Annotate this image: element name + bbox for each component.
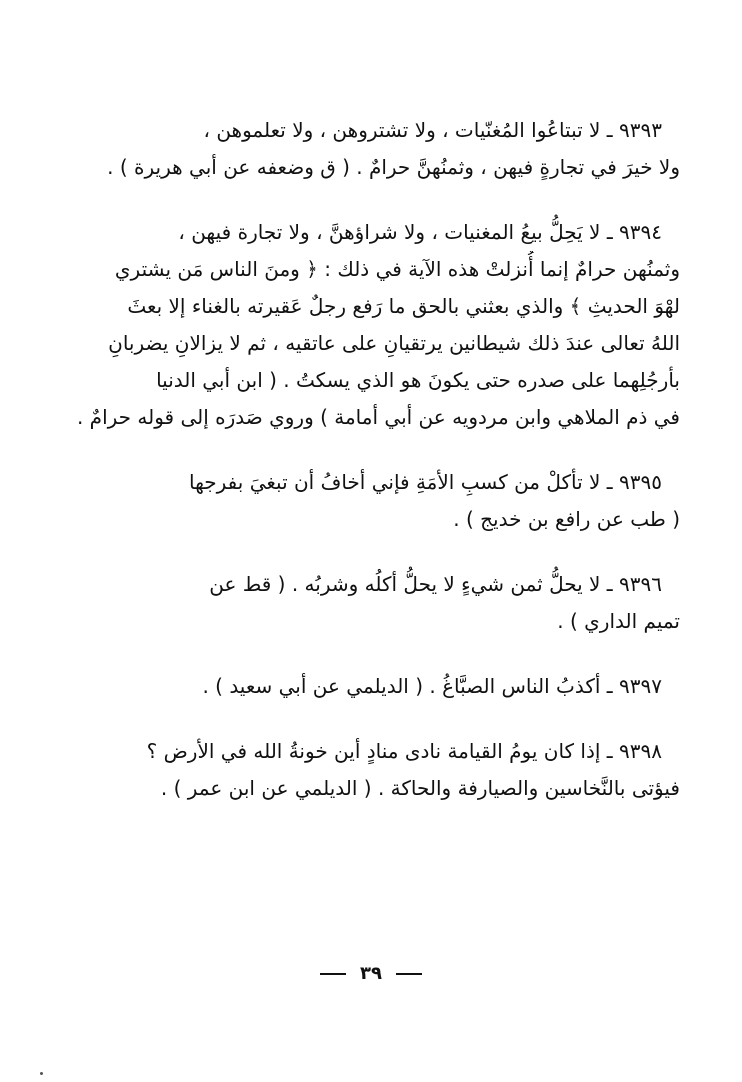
hadith-line: تميم الداري ) . xyxy=(557,609,680,633)
hadith-line: اللهُ تعالى عندَ ذلك شيطانين يرتقيانِ على عاتقيه ، ثم لا يزالانِ يضربانِ xyxy=(108,331,680,355)
hadith-9396 xyxy=(60,566,680,640)
hadith-9398 xyxy=(60,733,680,807)
hadith-9395 xyxy=(60,464,680,538)
hadith-9397 xyxy=(60,668,680,705)
hadith-line: وثمنُهن حرامٌ إنما أُنزلتْ هذه الآية في ذلك : ﴿ ومنَ الناس مَن يشتري xyxy=(114,257,680,281)
footer-dash xyxy=(320,973,346,975)
hadith-line: ٩٣٩٨ ـ إذا كان يومُ القيامة نادى منادٍ أين خونةُ الله في الأرض ؟ xyxy=(146,739,662,763)
page-number: ٣٩ xyxy=(360,963,382,984)
hadith-line: بأرجُلِهما على صدره حتى يكونَ هو الذي يسكتُ . ( ابن أبي الدنيا xyxy=(156,368,680,392)
hadith-9393 xyxy=(60,112,680,186)
hadith-line: لهْوَ الحديثِ ﴾ والذي بعثني بالحق ما رَفع رجلٌ عَقيرته بالغناء إلا بعثَ xyxy=(127,294,680,318)
hadith-line: فيؤتى بالنَّخاسين والصيارفة والحاكة . ( الديلمي عن ابن عمر ) . xyxy=(160,776,680,800)
hadith-line: ٩٣٩٥ ـ لا تأكلْ من كسبِ الأمَةِ فإني أخافُ أن تبغيَ بفرجها xyxy=(188,470,662,494)
hadith-text-block xyxy=(60,112,680,835)
hadith-line: ٩٣٩٤ ـ لا يَحِلُّ بيعُ المغنيات ، ولا شراؤهنَّ ، ولا تجارة فيهن ، xyxy=(178,220,662,244)
hadith-line: في ذم الملاهي وابن مردويه عن أبي أمامة ) وروي صَدرَه إلى قوله حرامٌ . xyxy=(76,405,680,429)
page-footer xyxy=(0,962,742,986)
hadith-line: ( طب عن رافع بن خديج ) . xyxy=(453,507,680,531)
hadith-line: ٩٣٩٦ ـ لا يحلُّ ثمن شيءٍ لا يحلُّ أكلُه وشربُه . ( قط عن xyxy=(209,572,662,596)
hadith-line: ٩٣٩٣ ـ لا تبتاعُوا المُغنّيات ، ولا تشتروهن ، ولا تعلموهن ، xyxy=(203,118,662,142)
footer-dash xyxy=(396,973,422,975)
hadith-9394 xyxy=(60,214,680,436)
hadith-line: ولا خيرَ في تجارةٍ فيهن ، وثمنُهنَّ حرامٌ . ( ق وضعفه عن أبي هريرة ) . xyxy=(107,155,680,179)
hadith-line: ٩٣٩٧ ـ أكذبُ الناس الصبَّاغُ . ( الديلمي عن أبي سعيد ) . xyxy=(202,674,662,698)
scan-speck xyxy=(40,1072,43,1075)
